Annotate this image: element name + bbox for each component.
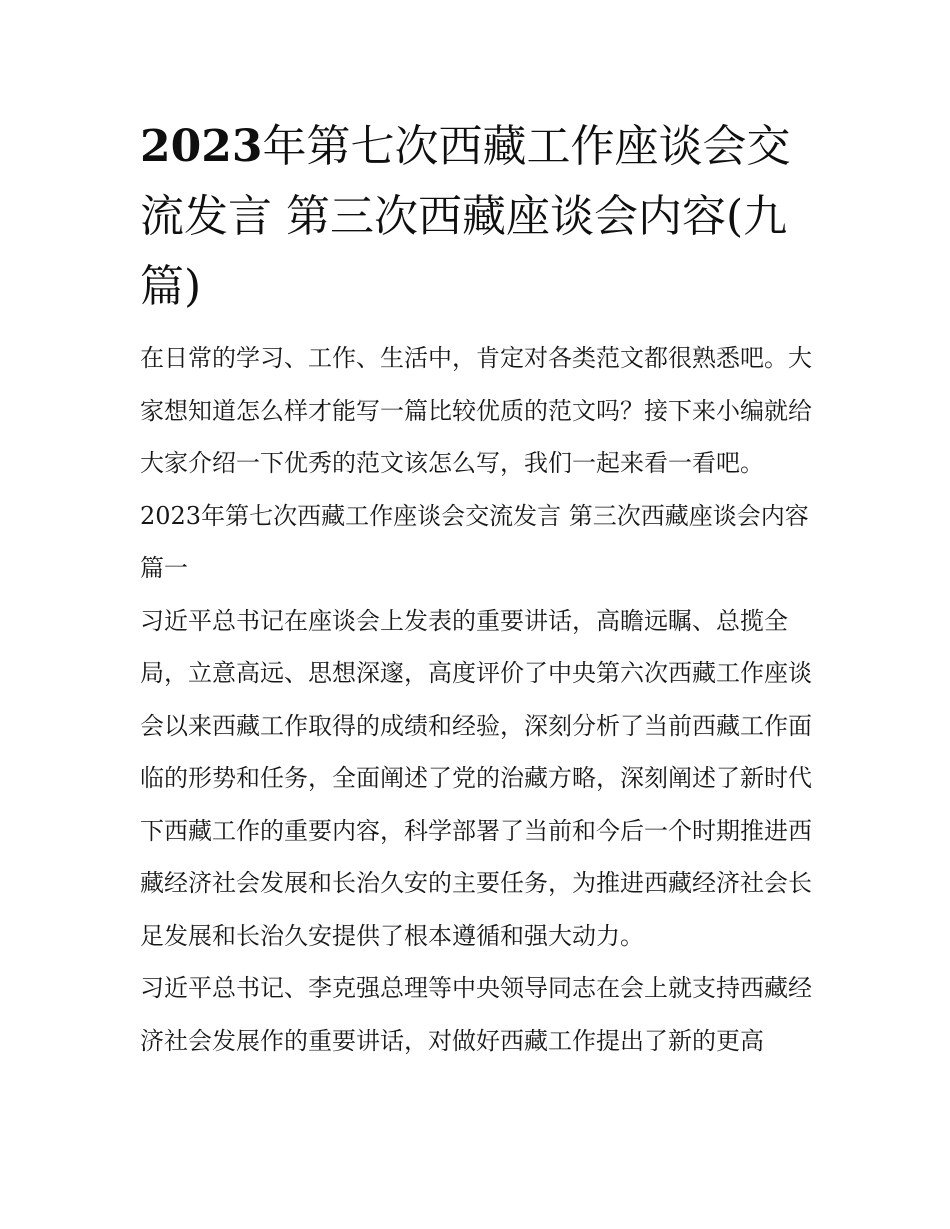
document-content [140,112,820,1067]
document-title [140,112,820,322]
section-heading: 2023年第七次西藏工作座谈会交流发言 第三次西藏座谈会内容篇一 [140,501,809,582]
intro-paragraph: 在日常的学习、工作、生活中，肯定对各类范文都很熟悉吧。大家想知道怎么样才能写一篇比较优质的范文吗？接下来小编就给大家介绍一下优秀的范文该怎么写，我们一起来看一看吧。 [140,344,812,477]
body-paragraph-2: 习近平总书记、李克强总理等中央领导同志在会上就支持西藏经济社会发展作的重要讲话，对做好西藏工作提出了新的更高 [140,974,812,1055]
title-year: 2023 [140,121,263,172]
body-paragraph-1: 习近平总书记在座谈会上发表的重要讲话，高瞻远瞩、总揽全局，立意高远、思想深邃，高度评价了中央第六次西藏工作座谈会以来西藏工作取得的成绩和经验，深刻分析了当前西藏工作面临的形势和任务，全面阐述了党的治藏方略，深刻阐述了新时代下西藏工作的重要内容，科学部署了当前和今后一个时期推进西藏经济社会发展和长治久安的主要任务，为推进西藏经济社会长足发展和长治久安提供了根本遵循和强大动力。 [140,606,812,950]
title-text: 年第七次西藏工作座谈会交流发言 第三次西藏座谈会内容(九篇) [140,121,791,312]
